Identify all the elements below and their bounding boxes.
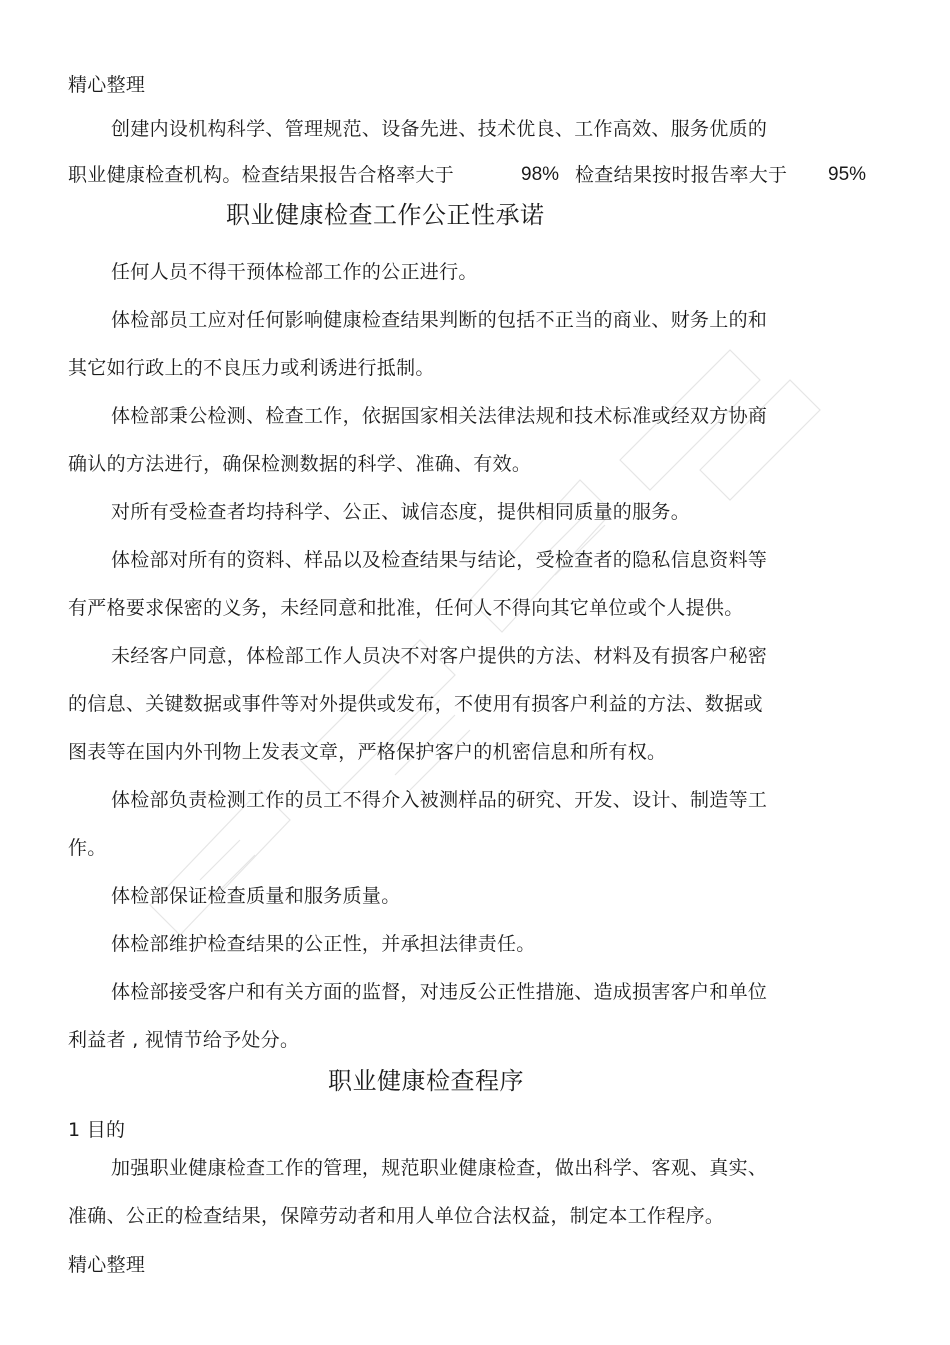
section1-line: 作。 [68, 837, 107, 859]
intro-line-1: 创建内设机构科学、管理规范、设备先进、技术优良、工作高效、服务优质的 [111, 118, 768, 140]
pass-rate-value: 98% [521, 164, 560, 185]
section1-line: 未经客户同意，体检部工作人员决不对客户提供的方法、材料及有损客户秘密 [111, 645, 768, 667]
section2-subhead: 1 目的 [68, 1119, 126, 1141]
ontime-rate-value: 95% [828, 164, 867, 185]
section1-line: 体检部接受客户和有关方面的监督，对违反公正性措施、造成损害客户和单位 [111, 981, 768, 1003]
section2-line: 准确、公正的检查结果，保障劳动者和用人单位合法权益，制定本工作程序。 [68, 1205, 725, 1227]
section1-line: 体检部员工应对任何影响健康检查结果判断的包括不正当的商业、财务上的和 [111, 309, 768, 331]
section1-line: 体检部对所有的资料、样品以及检查结果与结论，受检查者的隐私信息资料等 [111, 549, 768, 571]
section1-line: 对所有受检查者均持科学、公正、诚信态度，提供相同质量的服务。 [111, 501, 691, 523]
section1-line: 利益者 , 视情节给予处分。 [68, 1029, 300, 1051]
section1-line: 体检部维护检查结果的公正性，并承担法律责任。 [111, 933, 536, 955]
section1-line: 任何人员不得干预体检部工作的公正进行。 [111, 261, 478, 283]
section1-line: 其它如行政上的不良压力或利诱进行抵制。 [68, 357, 435, 379]
intro-line-2a: 职业健康检查机构。检查结果报告合格率大于 [68, 164, 455, 186]
intro-line-2b: 检查结果按时报告率大于 [575, 164, 788, 186]
section1-title: 职业健康检查工作公正性承诺 [226, 201, 545, 229]
section1-line: 确认的方法进行，确保检测数据的科学、准确、有效。 [68, 453, 532, 475]
section1-line: 体检部秉公检测、检查工作，依据国家相关法律法规和技术标准或经双方协商 [111, 405, 768, 427]
header-mark: 精心整理 [68, 74, 146, 96]
section1-line: 的信息、关键数据或事件等对外提供或发布，不使用有损客户利益的方法、数据或 [68, 693, 763, 715]
section1-line: 有严格要求保密的义务，未经同意和批准，任何人不得向其它单位或个人提供。 [68, 597, 744, 619]
section2-title: 职业健康检查程序 [328, 1067, 524, 1095]
section2-line: 加强职业健康检查工作的管理，规范职业健康检查，做出科学、客观、真实、 [111, 1157, 768, 1179]
footer-mark: 精心整理 [68, 1254, 146, 1276]
section1-line: 体检部负责检测工作的员工不得介入被测样品的研究、开发、设计、制造等工 [111, 789, 768, 811]
section1-line: 体检部保证检查质量和服务质量。 [111, 885, 401, 907]
section1-line: 图表等在国内外刊物上发表文章，严格保护客户的机密信息和所有权。 [68, 741, 667, 763]
